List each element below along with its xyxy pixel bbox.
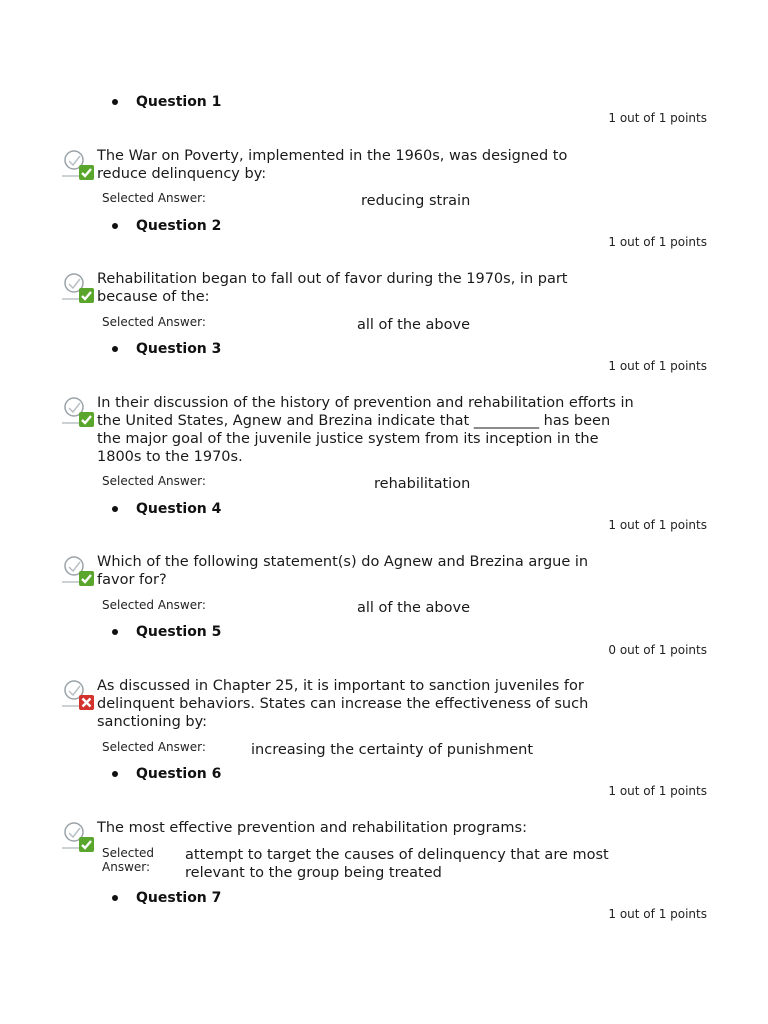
bullet [112, 99, 118, 105]
selected-answer-label-line2: Answer: [102, 860, 151, 874]
bullet [112, 895, 118, 901]
question-title: Question 3 [136, 341, 222, 357]
correct-check-icon [61, 394, 95, 428]
selected-answer: rehabilitation [374, 476, 471, 492]
selected-answer-label: Selected Answer: [102, 598, 206, 612]
question-text: The most effective prevention and rehabilitation programs: [97, 820, 528, 836]
selected-answer: reducing strain [361, 193, 471, 209]
question-title: Question 4 [136, 501, 222, 517]
bullet [112, 506, 118, 512]
points-score: 0 out of 1 points [608, 643, 707, 657]
question-title: Question 7 [136, 890, 222, 906]
question-title: Question 6 [136, 766, 222, 782]
correct-check-icon [61, 270, 95, 304]
selected-answer-label: Selected Answer: [102, 191, 206, 205]
selected-answer-label: Selected Answer: [102, 740, 206, 754]
correct-check-icon [61, 819, 95, 853]
question-title: Question 2 [136, 218, 222, 234]
bullet [112, 346, 118, 352]
incorrect-x-icon [61, 677, 95, 711]
question-text: In their discussion of the history of prevention and rehabilitation efforts in the United States, Agnew and Brezina indicate that _________ has been the major goal of the juvenile justice system from its inception in the 1800s to the 1970s. [97, 395, 634, 465]
correct-check-icon [61, 147, 95, 181]
points-score: 1 out of 1 points [608, 784, 707, 798]
question-text: The War on Poverty, implemented in the 1960s, was designed to reduce delinquency by: [97, 148, 568, 182]
selected-answer-label-line1: Selected [102, 846, 155, 860]
points-score: 1 out of 1 points [608, 111, 707, 125]
question-text: Rehabilitation began to fall out of favor during the 1970s, in part because of the: [97, 271, 568, 305]
points-score: 1 out of 1 points [608, 359, 707, 373]
selected-answer-label: Selected Answer: [102, 315, 206, 329]
question-text: As discussed in Chapter 25, it is important to sanction juveniles for delinquent behaviors. States can increase the effectiveness of such sanctioning by: [97, 678, 589, 730]
bullet [112, 771, 118, 777]
selected-answer: all of the above [357, 317, 471, 333]
selected-answer: attempt to target the causes of delinquency that are most relevant to the group being treated [185, 847, 609, 881]
question-title: Question 5 [136, 624, 222, 640]
points-score: 1 out of 1 points [608, 907, 707, 921]
points-score: 1 out of 1 points [608, 235, 707, 249]
selected-answer: increasing the certainty of punishment [251, 742, 534, 758]
question-text: Which of the following statement(s) do Agnew and Brezina argue in favor for? [97, 554, 589, 588]
correct-check-icon [61, 553, 95, 587]
bullet [112, 223, 118, 229]
points-score: 1 out of 1 points [608, 518, 707, 532]
selected-answer: all of the above [357, 600, 471, 616]
selected-answer-label: Selected Answer: [102, 474, 206, 488]
bullet [112, 629, 118, 635]
question-title: Question 1 [136, 94, 222, 110]
